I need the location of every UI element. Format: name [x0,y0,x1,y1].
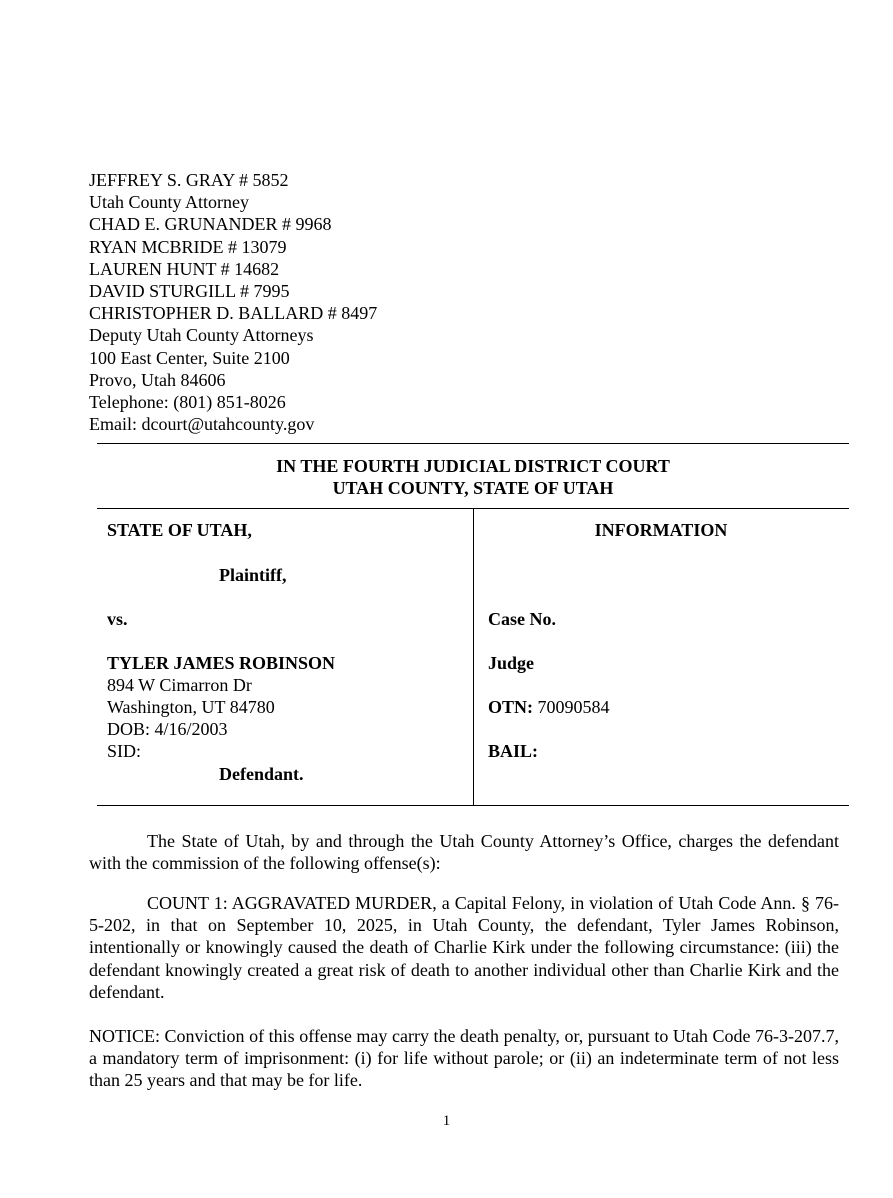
document-title: INFORMATION [594,520,728,540]
intro-text: The State of Utah, by and through the Utah County Attorney’s Office, charges the defendant with the commission of the following offense(s): [89,831,839,874]
court-title-line1: IN THE FOURTH JUDICIAL DISTRICT COURT [276,456,670,476]
defendant-label: Defendant. [219,764,304,784]
plaintiff-label: Plaintiff, [219,565,287,585]
attorney-line: Utah County Attorney [89,192,249,213]
attorney-line: Telephone: (801) 851-8026 [89,392,286,413]
attorney-line: CHAD E. GRUNANDER # 9968 [89,214,332,235]
defendant-sid: SID: [107,741,142,761]
count-1-paragraph [89,892,839,1003]
case-caption [97,508,849,805]
notice-text: NOTICE: Conviction of this offense may carry the death penalty, or, pursuant to Utah Code 76-3-207.7, a mandatory term of imprisonment: (i) for life without parole; or (ii) an indeterminate term of not less than 25 years and that may be for life. [89,1026,839,1091]
page-number: 1 [442,1113,451,1129]
otn-field [488,696,610,718]
attorney-line: Provo, Utah 84606 [89,369,226,390]
attorney-line: 100 East Center, Suite 2100 [89,347,290,368]
judge-label: Judge [488,653,535,673]
defendant-address-line2: Washington, UT 84780 [107,697,275,717]
defendant-address-line1: 894 W Cimarron Dr [107,675,252,695]
attorney-block [89,169,377,435]
court-title [97,455,849,499]
versus-label: vs. [107,609,128,629]
bail-label: BAIL: [488,741,539,761]
attorney-line: LAUREN HUNT # 14682 [89,258,280,279]
otn-value: 70090584 [537,697,610,717]
attorney-line: Deputy Utah County Attorneys [89,325,314,346]
defendant-name: TYLER JAMES ROBINSON [107,653,336,673]
defendant-dob: DOB: 4/16/2003 [107,719,228,739]
otn-label: OTN: [488,697,533,717]
plaintiff-name: STATE OF UTAH, [107,520,252,540]
caption-divider [473,508,474,805]
court-title-line2: UTAH COUNTY, STATE OF UTAH [332,478,614,498]
attorney-line: RYAN MCBRIDE # 13079 [89,236,287,257]
attorney-line: JEFFREY S. GRAY # 5852 [89,170,289,190]
attorney-line: DAVID STURGILL # 7995 [89,281,290,302]
case-number-label: Case No. [488,609,556,629]
court-header-top-rule [97,443,849,444]
attorney-email-line[interactable]: Email: dcourt@utahcounty.gov [89,414,315,435]
count-1-text: COUNT 1: AGGRAVATED MURDER, a Capital Felony, in violation of Utah Code Ann. § 76-5-202, in that on September 10, 2025, in Utah County, the defendant, Tyler James Robinson, intentionally or knowingly caused the death of Charlie Kirk under the following circumstance: (iii) the defendant knowingly created a great risk of death to another individual other than Charlie Kirk and the defendant. [89,893,839,1002]
attorney-line: CHRISTOPHER D. BALLARD # 8497 [89,303,378,324]
notice-paragraph [89,1025,839,1092]
intro-paragraph [89,830,839,874]
caption-bottom-rule [97,805,849,806]
